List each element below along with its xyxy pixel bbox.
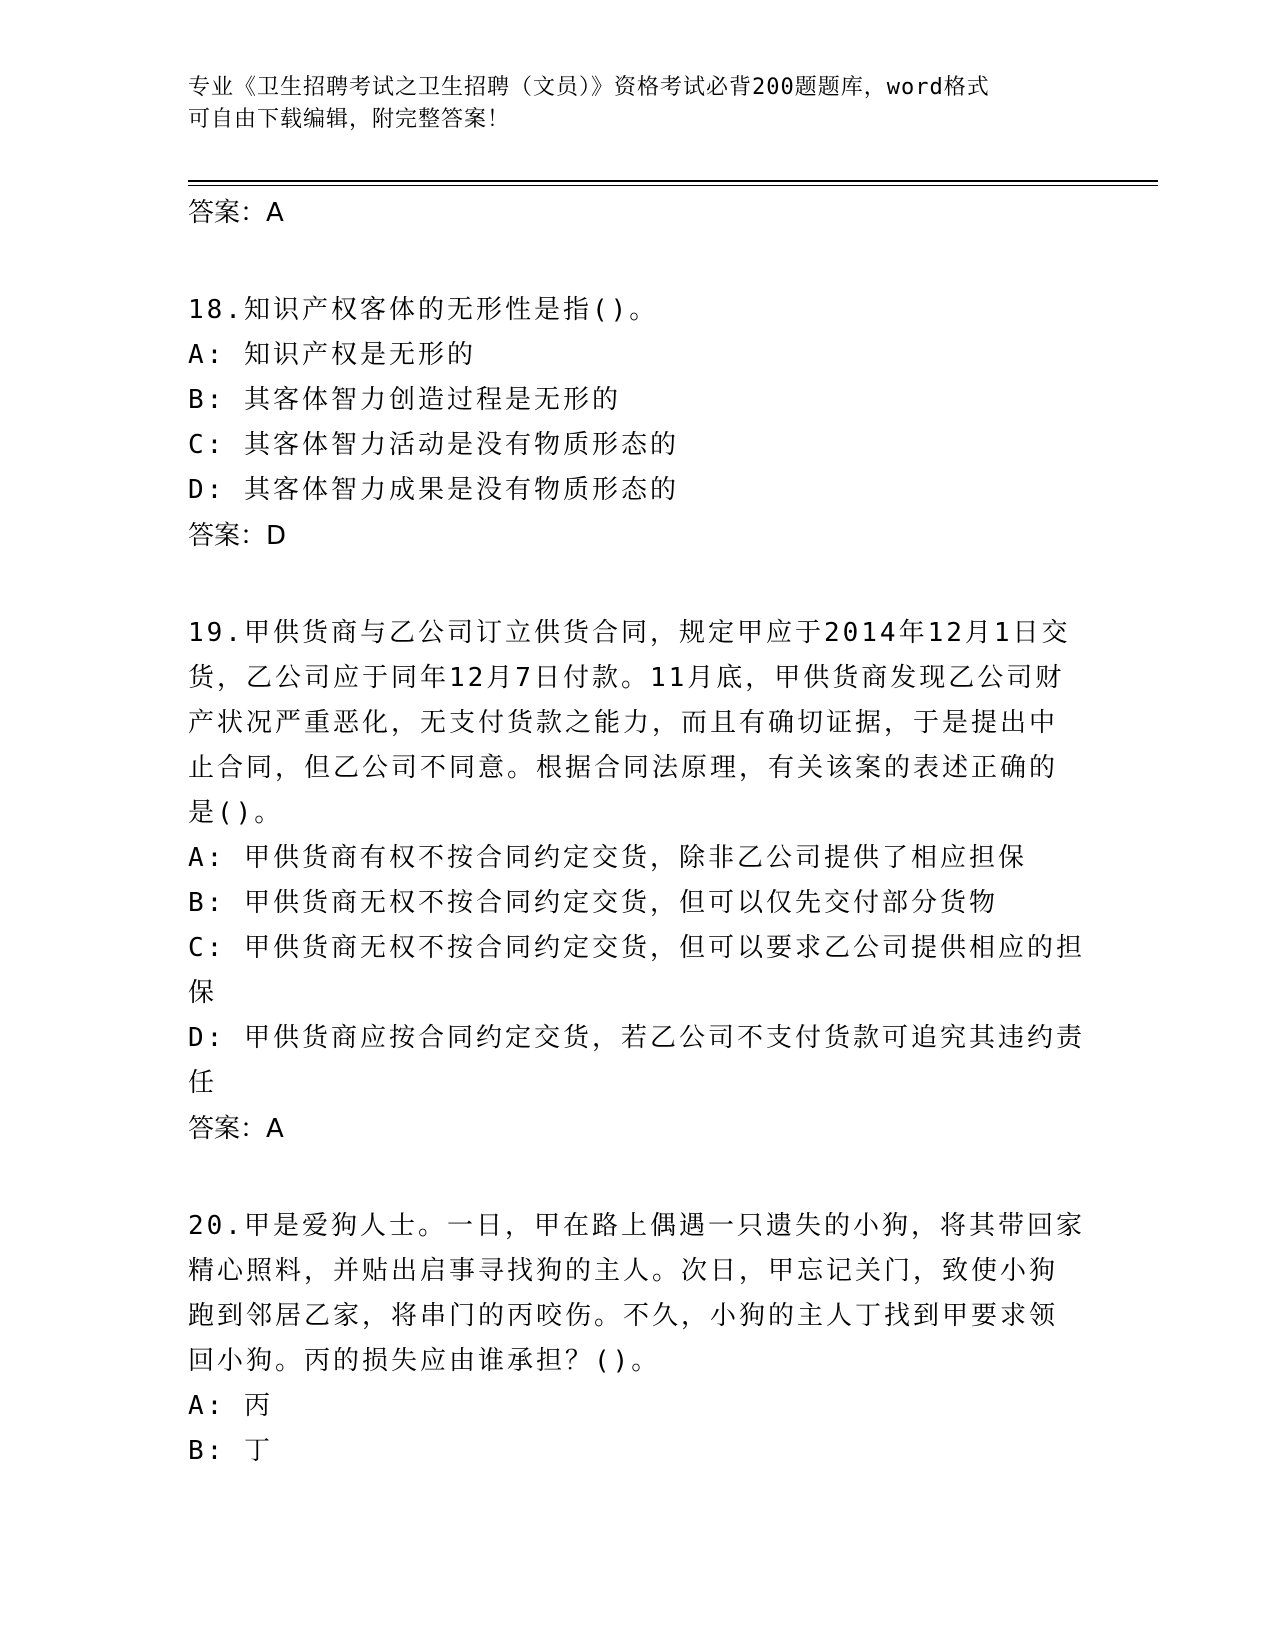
header-line: 专业《卫生招聘考试之卫生招聘（文员）》资格考试必背200题题库，word格式 xyxy=(188,75,990,100)
option-a: A: 知识产权是无形的 xyxy=(188,340,476,370)
option-b: B: 甲供货商无权不按合同约定交货，但可以仅先交付部分货物 xyxy=(188,888,998,918)
header-line: 可自由下载编辑，附完整答案！ xyxy=(188,107,511,132)
question-18 xyxy=(188,288,1088,559)
document-header xyxy=(188,72,1068,136)
option-a: A: 甲供货商有权不按合同约定交货，除非乙公司提供了相应担保 xyxy=(188,843,1027,873)
option-a: A: 丙 xyxy=(188,1391,273,1421)
spacer xyxy=(188,1152,1088,1204)
question-text-line: 19.甲供货商与乙公司订立供货合同，规定甲应于2014年12月1日交 xyxy=(188,618,1071,648)
header-divider-thin xyxy=(188,185,1158,186)
spacer xyxy=(188,236,1088,288)
option-b: B: 丁 xyxy=(188,1436,273,1466)
question-text-line: 跑到邻居乙家，将串门的丙咬伤。不久，小狗的主人丁找到甲要求领 xyxy=(188,1301,1059,1331)
answer-line: 答案：A xyxy=(188,1114,284,1144)
option-c: C: 其客体智力活动是没有物质形态的 xyxy=(188,430,679,460)
question-text-line: 止合同，但乙公司不同意。根据合同法原理，有关该案的表述正确的 xyxy=(188,753,1059,783)
option-c: C: 甲供货商无权不按合同约定交货，但可以要求乙公司提供相应的担 xyxy=(188,933,1085,963)
question-text-line: 精心照料，并贴出启事寻找狗的主人。次日，甲忘记关门，致使小狗 xyxy=(188,1256,1059,1286)
spacer xyxy=(188,559,1088,611)
option-b: B: 其客体智力创造过程是无形的 xyxy=(188,385,621,415)
question-content xyxy=(188,188,1088,1474)
question-text-line: 是()。 xyxy=(188,798,284,828)
header-divider xyxy=(188,180,1158,182)
answer-line: 答案：A xyxy=(188,198,284,228)
question-text: 18.知识产权客体的无形性是指()。 xyxy=(188,295,659,325)
option-d: D: 甲供货商应按合同约定交货，若乙公司不支付货款可追究其违约责 xyxy=(188,1023,1085,1053)
question-20 xyxy=(188,1204,1088,1474)
option-d-continued: 任 xyxy=(188,1068,218,1098)
question-text-line: 回小狗。丙的损失应由谁承担？()。 xyxy=(188,1346,661,1376)
option-c-continued: 保 xyxy=(188,978,218,1008)
answer-line: 答案：D xyxy=(188,521,287,551)
question-text-line: 货，乙公司应于同年12月7日付款。11月底，甲供货商发现乙公司财 xyxy=(188,663,1065,693)
question-19 xyxy=(188,611,1088,1152)
question-text-line: 产状况严重恶化，无支付货款之能力，而且有确切证据，于是提出中 xyxy=(188,708,1059,738)
option-d: D: 其客体智力成果是没有物质形态的 xyxy=(188,475,679,505)
question-text-line: 20.甲是爱狗人士。一日，甲在路上偶遇一只遗失的小狗，将其带回家 xyxy=(188,1211,1085,1241)
